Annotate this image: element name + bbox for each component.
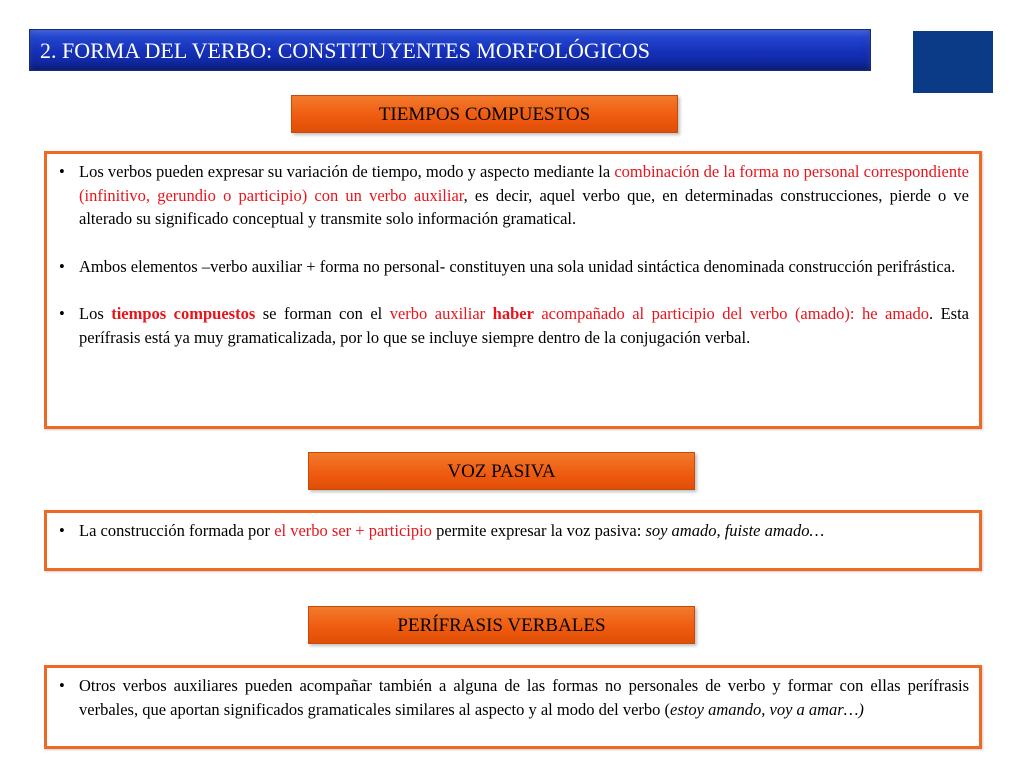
text: Los xyxy=(79,304,112,323)
text: La construcción formada por xyxy=(79,521,275,540)
list-item xyxy=(57,160,969,231)
bullet-icon: • xyxy=(59,256,65,276)
list-item xyxy=(57,302,969,349)
content-box-voz-pasiva xyxy=(44,510,982,571)
highlight-text: tiempos compuestos xyxy=(111,304,256,323)
text: Ambos elementos –verbo auxiliar + forma no personal- constituyen una sola unidad sintáctica denominada construcción perifrástica. xyxy=(79,256,956,276)
highlight-text: el verbo ser + participio xyxy=(274,521,432,540)
content-box-perifrasis-verbales xyxy=(44,665,982,749)
list-item xyxy=(57,255,969,279)
section-label-tiempos-compuestos: TIEMPOS COMPUESTOS xyxy=(291,95,678,133)
text: Los verbos pueden expresar su variación de tiempo, modo y aspecto mediante la xyxy=(79,162,615,181)
content-box-tiempos-compuestos xyxy=(44,151,982,429)
text: Otros verbos auxiliares pueden acompañar también a alguna de las formas no personales de verbo y formar con ellas perífrasis verbales, que aportan significados gramaticales similares al aspecto y al modo del verbo ( xyxy=(79,676,969,719)
bullet-icon: • xyxy=(59,676,65,695)
slide-title: 2. FORMA DEL VERBO: CONSTITUYENTES MORFOLÓGICOS xyxy=(29,29,871,71)
highlight-text: haber xyxy=(492,304,534,323)
text: permite expresar la voz pasiva: xyxy=(431,521,646,540)
highlight-text: acompañado al participio del verbo (amado): he amado xyxy=(533,304,929,323)
bullet-icon: • xyxy=(59,521,65,540)
highlight-text: verbo auxiliar xyxy=(389,304,493,323)
example-text: soy amado, fuiste amado… xyxy=(645,521,825,540)
text: se forman con el xyxy=(255,304,390,323)
section-label-perifrasis-verbales: PERÍFRASIS VERBALES xyxy=(308,606,695,644)
example-text: estoy amando, voy a amar…) xyxy=(670,699,864,719)
text: . Esta perífrasis está ya muy gramaticalizada, por lo que se incluye siempre dentro de la conjugación verbal. xyxy=(79,304,969,347)
list-item xyxy=(57,519,969,543)
list-item xyxy=(57,674,969,721)
bullet-icon: • xyxy=(59,304,65,323)
bullet-icon: • xyxy=(59,162,65,181)
corner-decoration xyxy=(913,31,993,93)
highlight-text: combinación de la forma no personal correspondiente (infinitivo, gerundio o participio) con un verbo auxiliar xyxy=(79,162,969,205)
section-label-voz-pasiva: VOZ PASIVA xyxy=(308,452,695,490)
text: , es decir, aquel verbo que, en determinadas construcciones, pierde o ve alterado su significado conceptual y transmite solo información gramatical. xyxy=(79,185,969,228)
